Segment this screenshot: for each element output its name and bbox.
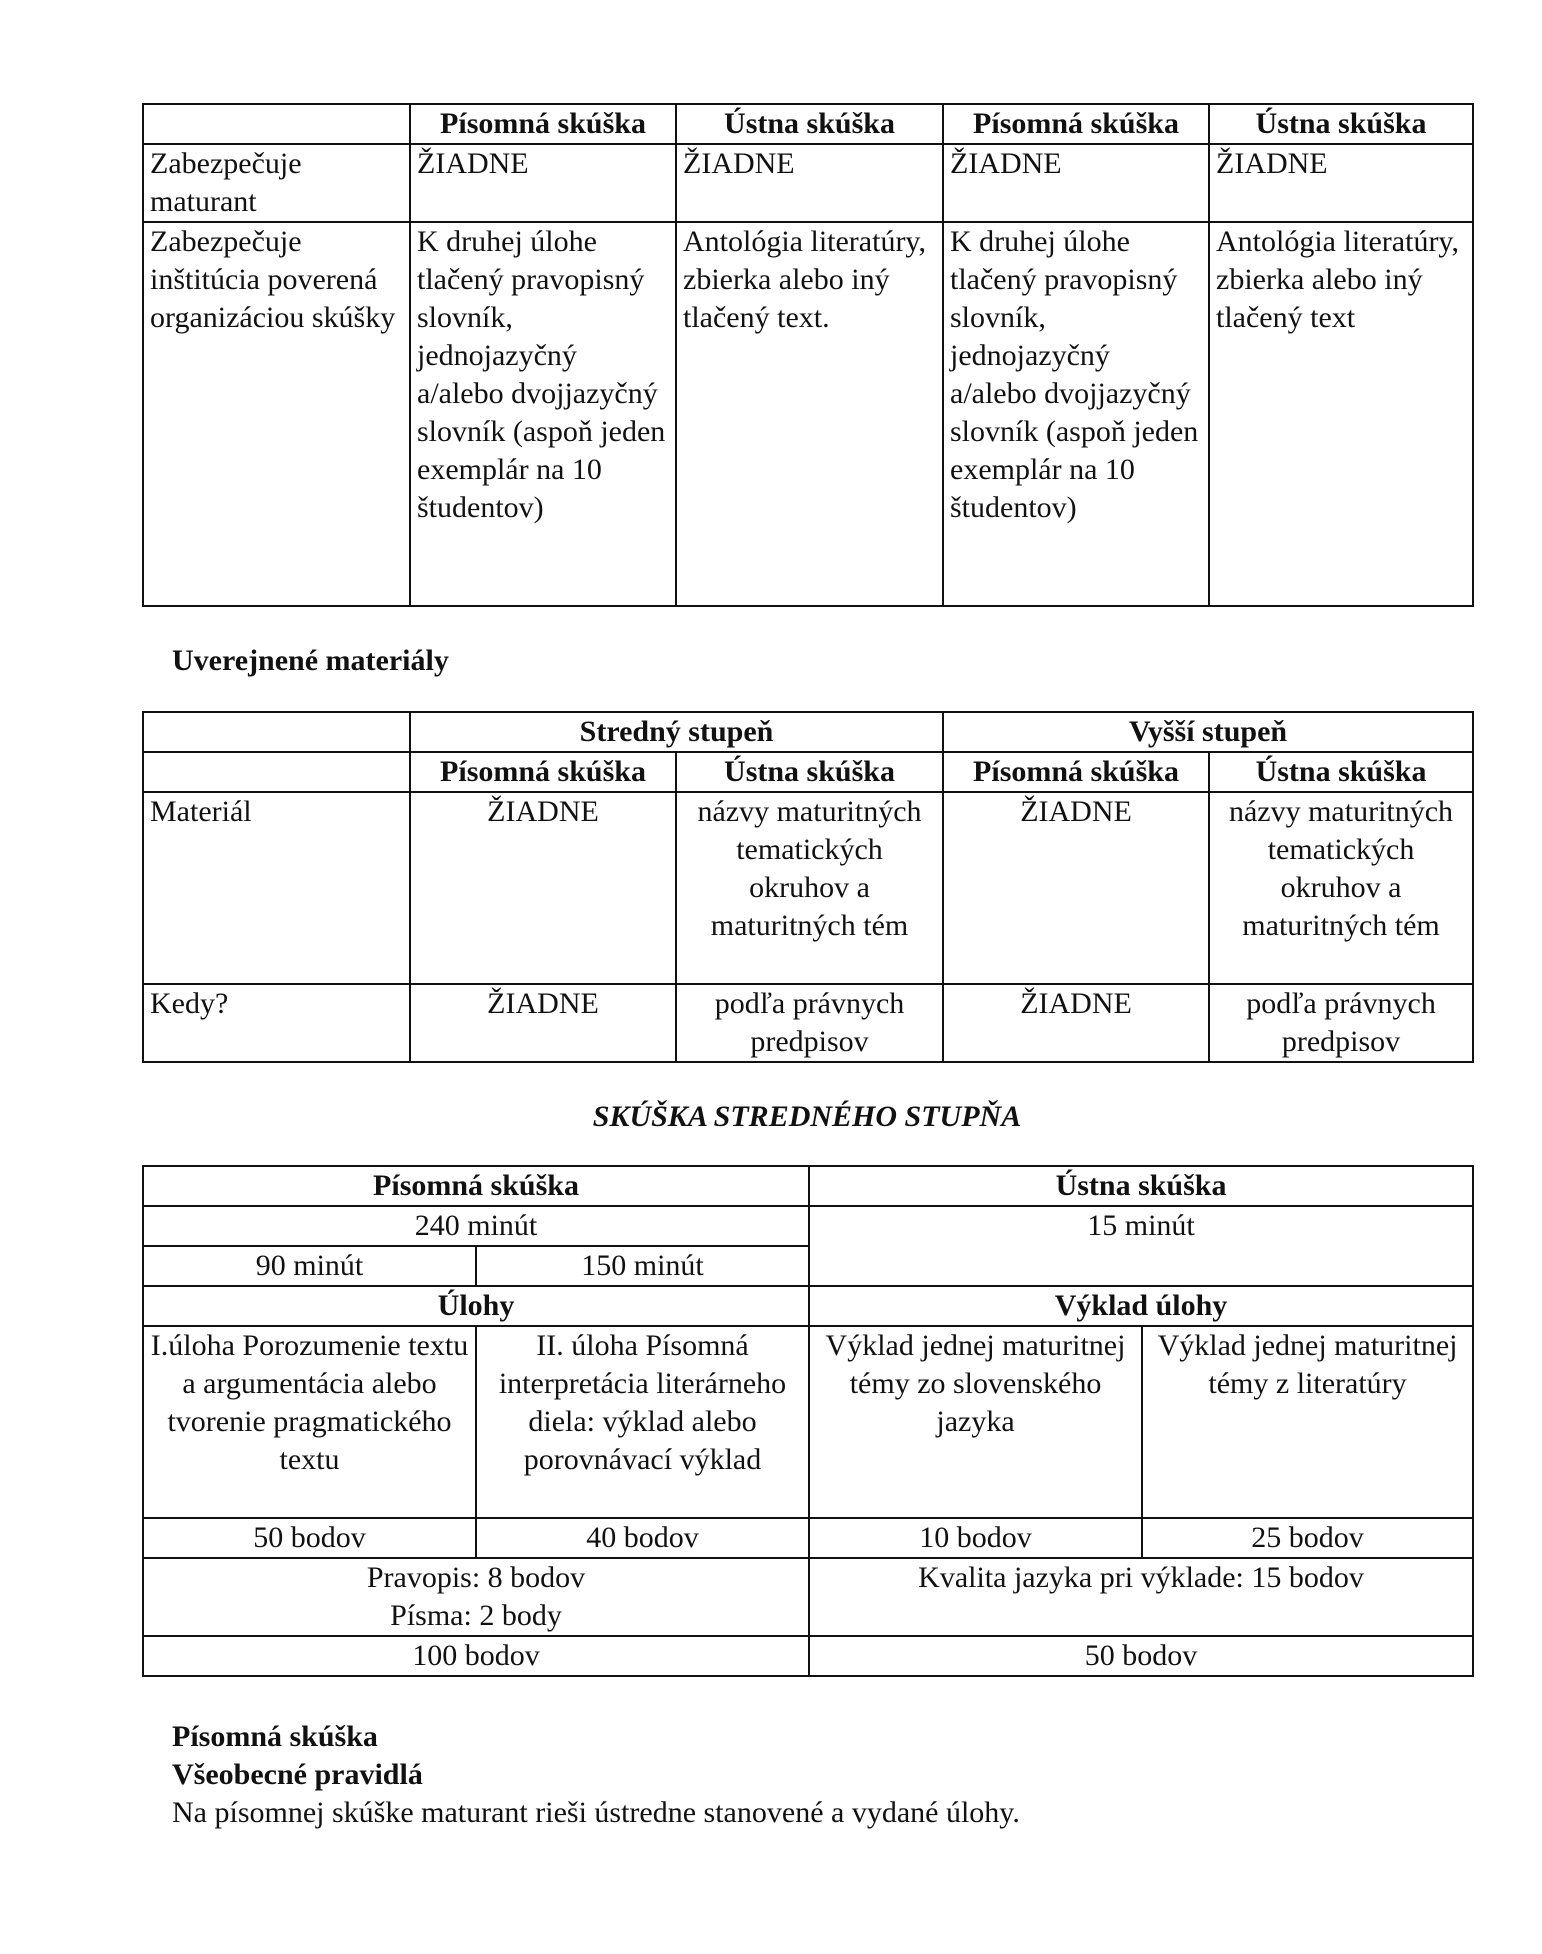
header-cell: Ústna skúška: [1209, 752, 1473, 792]
written-total: 100 bodov: [143, 1636, 809, 1676]
row-label: Zabezpečuje inštitúcia poverená organizáciou skúšky: [143, 222, 410, 606]
heading-general-rules: Všeobecné pravidlá: [172, 1758, 423, 1791]
header-cell: Ústna skúška: [676, 104, 943, 144]
table-cell: názvy maturitných tematických okruhov a maturitných tém: [1209, 792, 1473, 984]
points-3: 10 bodov: [809, 1518, 1142, 1558]
header-cell: [143, 104, 410, 144]
written-total-time: 240 minút: [143, 1206, 809, 1246]
header-cell: Písomná skúška: [943, 104, 1209, 144]
written-header: Písomná skúška: [143, 1166, 809, 1206]
header-cell: Písomná skúška: [410, 104, 676, 144]
table-row: [143, 104, 1473, 144]
header-cell: Ústna skúška: [1209, 104, 1473, 144]
spelling-points: Pravopis: 8 bodov: [366, 1561, 586, 1594]
task-2: II. úloha Písomná interpretácia literárneho diela: výklad alebo porovnávací výklad: [476, 1326, 809, 1518]
task-3: Výklad jednej maturitnej témy zo slovenského jazyka: [809, 1326, 1142, 1518]
section-title: SKÚŠKA STREDNÉHO STUPŇA: [592, 1100, 1022, 1133]
tasks-label: Úlohy: [143, 1286, 809, 1326]
oral-tasks-label: Výklad úlohy: [809, 1286, 1473, 1326]
heading-written-exam: Písomná skúška: [172, 1720, 378, 1753]
points-2: 40 bodov: [476, 1518, 809, 1558]
task-4: Výklad jednej maturitnej témy z literatúry: [1142, 1326, 1473, 1518]
header-cell: Písomná skúška: [410, 752, 676, 792]
table-row: [143, 984, 1473, 1062]
table-cell: podľa právnych predpisov: [1209, 984, 1473, 1062]
header-cell: Písomná skúška: [943, 752, 1209, 792]
table-cell: ŽIADNE: [1209, 144, 1473, 222]
table-row: [143, 1558, 1473, 1636]
table-row: [143, 1518, 1473, 1558]
handwriting-points: Písma: 2 body: [390, 1599, 562, 1632]
body-paragraph: Na písomnej skúške maturant rieši ústredne stanovené a vydané úlohy.: [172, 1796, 1020, 1829]
table-row: [143, 712, 1473, 752]
task-1: I.úloha Porozumenie textu a argumentácia alebo tvorenie pragmatického textu: [143, 1326, 476, 1518]
oral-time: 15 minút: [809, 1206, 1473, 1286]
table-cell: [143, 752, 410, 792]
table-cell: ŽIADNE: [676, 144, 943, 222]
table-row: [143, 752, 1473, 792]
table-row: [143, 1636, 1473, 1676]
table-row: [143, 1326, 1473, 1518]
table-cell: názvy maturitných tematických okruhov a maturitných tém: [676, 792, 943, 984]
table-cell: ŽIADNE: [943, 792, 1209, 984]
time-part-1: 90 minút: [143, 1246, 476, 1286]
section-heading: Uverejnené materiály: [172, 644, 449, 677]
oral-total: 50 bodov: [809, 1636, 1473, 1676]
table-row: [143, 222, 1473, 606]
oral-header: Ústna skúška: [809, 1166, 1473, 1206]
points-1: 50 bodov: [143, 1518, 476, 1558]
points-4: 25 bodov: [1142, 1518, 1473, 1558]
time-part-2: 150 minút: [476, 1246, 809, 1286]
row-label: Kedy?: [143, 984, 410, 1062]
table-cell: ŽIADNE: [943, 984, 1209, 1062]
table-row: [143, 792, 1473, 984]
aids-table: [142, 103, 1474, 607]
table-cell: [143, 712, 410, 752]
row-label: Zabezpečuje maturant: [143, 144, 410, 222]
table-cell: Antológia literatúry, zbierka alebo iný tlačený text.: [676, 222, 943, 606]
level-header: Stredný stupeň: [410, 712, 943, 752]
table-cell: ŽIADNE: [943, 144, 1209, 222]
published-materials-table: [142, 711, 1474, 1063]
table-cell: ŽIADNE: [410, 984, 676, 1062]
table-cell: podľa právnych predpisov: [676, 984, 943, 1062]
header-cell: Ústna skúška: [676, 752, 943, 792]
table-cell: Antológia literatúry, zbierka alebo iný tlačený text: [1209, 222, 1473, 606]
row-label: Materiál: [143, 792, 410, 984]
table-row: [143, 144, 1473, 222]
table-cell: K druhej úlohe tlačený pravopisný slovník, jednojazyčný a/alebo dvojjazyčný slovník (aspoň jeden exemplár na 10 študentov): [943, 222, 1209, 606]
table-cell: K druhej úlohe tlačený pravopisný slovník, jednojazyčný a/alebo dvojjazyčný slovník (aspoň jeden exemplár na 10 študentov): [410, 222, 676, 606]
level-header: Vyšší stupeň: [943, 712, 1473, 752]
table-row: [143, 1166, 1473, 1206]
table-row: [143, 1206, 1473, 1246]
exam-structure-table: [142, 1165, 1474, 1677]
written-extra: [143, 1558, 809, 1636]
table-row: [143, 1286, 1473, 1326]
table-cell: ŽIADNE: [410, 792, 676, 984]
oral-extra: Kvalita jazyka pri výklade: 15 bodov: [809, 1558, 1473, 1636]
table-cell: ŽIADNE: [410, 144, 676, 222]
